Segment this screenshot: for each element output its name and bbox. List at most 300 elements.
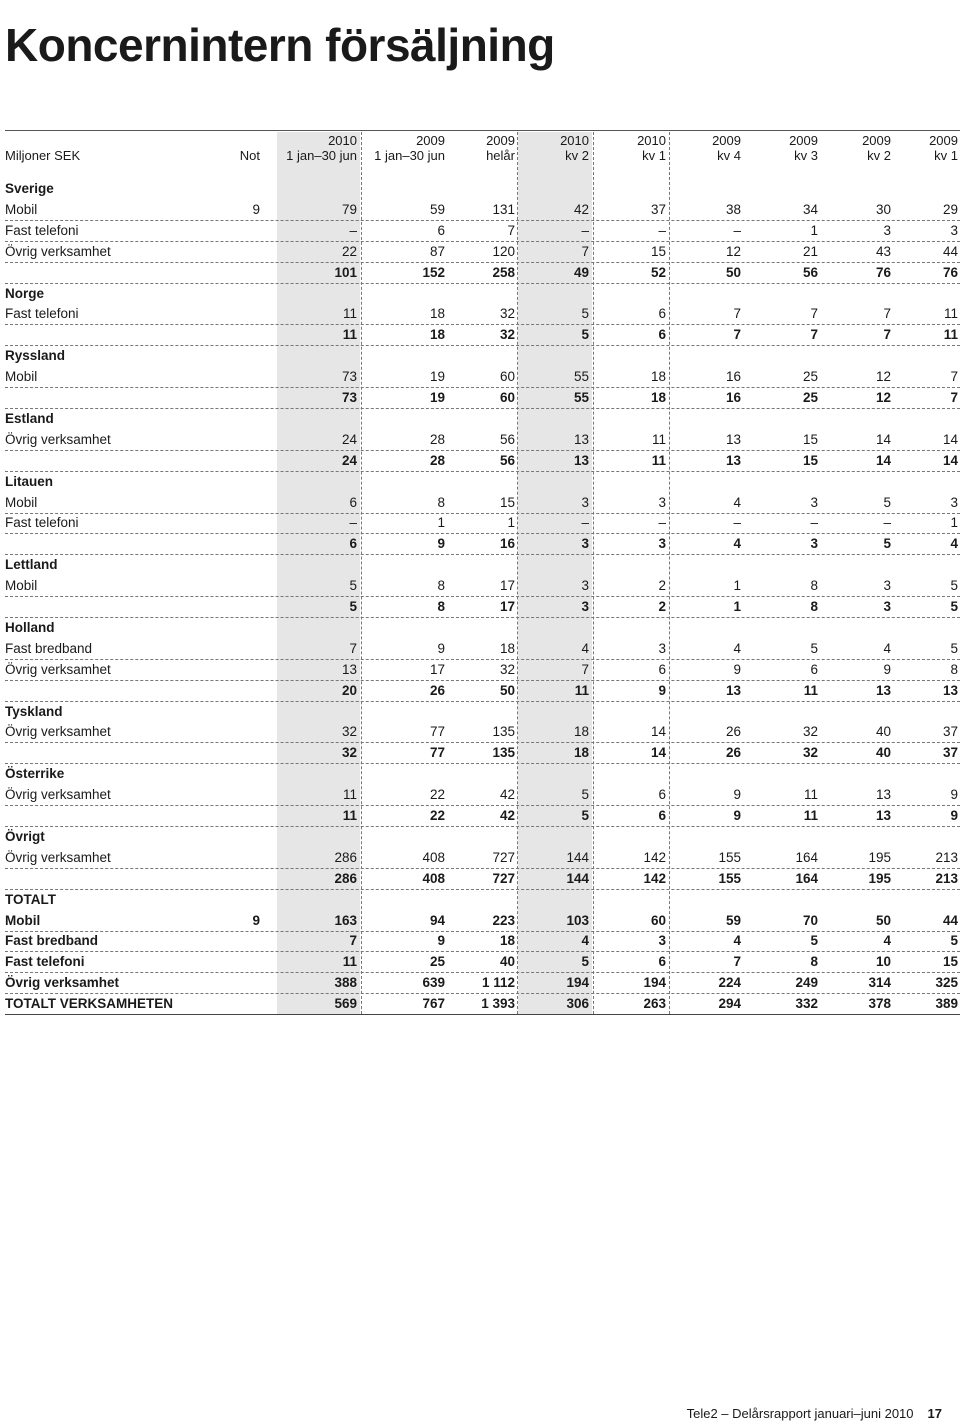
value-cell: 131 (492, 201, 515, 217)
value-cell: 55 (573, 390, 589, 405)
value-cell: – (658, 515, 666, 531)
column-header-period: kv 1 (934, 148, 958, 163)
value-cell: 3 (883, 599, 891, 614)
value-cell: 3 (810, 494, 818, 510)
value-cell: 1 (733, 599, 741, 614)
value-cell: 294 (718, 996, 741, 1012)
value-cell: 1 (507, 515, 515, 531)
value-cell: 13 (341, 661, 357, 677)
table-row (5, 492, 960, 514)
value-cell: 224 (718, 975, 741, 991)
value-cell: 26 (429, 682, 445, 698)
value-cell: 13 (725, 452, 741, 468)
value-cell: 7 (733, 306, 741, 322)
value-cell: 10 (875, 954, 891, 970)
value-cell: 5 (810, 640, 818, 656)
section-label: Lettland (5, 557, 58, 573)
value-cell: 18 (499, 640, 515, 656)
value-cell: 142 (643, 870, 666, 886)
row-label: Övrig verksamhet (5, 431, 111, 447)
value-cell: 13 (875, 787, 891, 803)
value-cell: 325 (935, 975, 958, 991)
value-cell: 18 (499, 933, 515, 949)
value-cell: 40 (875, 745, 891, 761)
value-cell: 7 (733, 954, 741, 970)
value-cell: 727 (492, 849, 515, 865)
page-number: 17 (927, 1406, 942, 1421)
value-cell: 44 (942, 243, 958, 259)
subtotal-row (5, 533, 960, 555)
table-row (5, 241, 960, 263)
row-label: Mobil (5, 494, 38, 510)
page-title: Koncernintern försäljning (5, 19, 555, 71)
value-cell: 77 (429, 745, 445, 761)
column-header-period: kv 1 (642, 148, 666, 163)
value-cell: 11 (803, 787, 818, 803)
value-cell: 8 (437, 494, 445, 510)
value-cell: 13 (573, 431, 589, 447)
column-header-year: 2009 (486, 133, 515, 148)
value-cell: 155 (718, 849, 741, 865)
value-cell: 7 (581, 243, 589, 259)
value-cell: 22 (429, 787, 445, 803)
value-cell: 18 (429, 306, 445, 322)
value-cell: 1 (437, 515, 445, 531)
row-label: Övrig verksamhet (5, 787, 111, 803)
value-cell: 16 (725, 390, 741, 405)
value-cell: 727 (492, 870, 515, 886)
value-cell: 5 (349, 578, 357, 594)
value-cell: 3 (658, 536, 666, 552)
column-header-year: 2010 (328, 133, 357, 148)
value-cell: 4 (733, 933, 741, 949)
section-label: Norge (5, 285, 45, 301)
value-cell: 7 (883, 327, 891, 343)
value-cell: 1 112 (481, 975, 515, 991)
value-cell: 14 (875, 431, 891, 447)
value-cell: 13 (725, 682, 741, 698)
section-label: TOTALT (5, 891, 56, 907)
subtotal-row (5, 596, 960, 618)
value-cell: 42 (573, 201, 589, 217)
value-cell: 6 (658, 954, 666, 970)
value-cell: 55 (573, 369, 589, 385)
value-cell: 194 (566, 975, 589, 991)
value-cell: 28 (429, 452, 445, 468)
value-cell: 306 (566, 996, 589, 1012)
column-header-period: kv 4 (717, 148, 741, 163)
subtotal-row (5, 450, 960, 472)
subtotal-row (5, 387, 960, 409)
value-cell: 12 (725, 243, 741, 259)
row-label: Mobil (5, 912, 41, 928)
value-cell: 14 (875, 452, 891, 468)
value-cell: 144 (566, 849, 589, 865)
value-cell: 6 (349, 536, 357, 552)
value-cell: 19 (429, 390, 445, 405)
value-cell: 13 (875, 682, 891, 698)
value-cell: 2 (658, 599, 666, 614)
section-label: Holland (5, 619, 55, 635)
column-header (257, 133, 357, 163)
value-cell: 194 (643, 975, 666, 991)
value-cell: 38 (725, 201, 741, 217)
value-cell: 9 (733, 808, 741, 823)
value-cell: 50 (875, 912, 891, 928)
value-cell: 19 (429, 369, 445, 385)
value-cell: 8 (810, 954, 818, 970)
value-cell: 18 (650, 390, 666, 405)
column-header-year: 2009 (789, 133, 818, 148)
value-cell: 4 (883, 933, 891, 949)
value-cell: 144 (566, 870, 589, 886)
value-cell: 7 (950, 390, 958, 405)
value-cell: 40 (875, 724, 891, 740)
column-header-year: 2009 (929, 133, 958, 148)
value-cell: 6 (810, 661, 818, 677)
total-row (5, 910, 960, 932)
table-top-rule (5, 130, 960, 131)
value-cell: 26 (725, 745, 741, 761)
value-cell: 5 (581, 954, 589, 970)
value-cell: 8 (437, 599, 445, 614)
value-cell: 5 (950, 599, 958, 614)
value-cell: 9 (950, 787, 958, 803)
value-cell: 8 (437, 578, 445, 594)
value-cell: 5 (950, 578, 958, 594)
column-header-not (220, 133, 260, 163)
value-cell: 32 (499, 661, 515, 677)
row-label: Övrig verksamhet (5, 661, 111, 677)
value-cell: 22 (341, 243, 357, 259)
value-cell: 32 (341, 724, 357, 740)
value-cell: 37 (942, 724, 958, 740)
value-cell: 18 (650, 369, 666, 385)
note-ref: 9 (252, 201, 260, 217)
value-cell: 22 (429, 808, 445, 823)
value-cell: 3 (581, 494, 589, 510)
value-cell: 32 (802, 724, 818, 740)
value-cell: 6 (658, 808, 666, 823)
value-cell: 5 (883, 494, 891, 510)
value-cell: 11 (943, 327, 958, 343)
row-label: Fast telefoni (5, 306, 79, 322)
value-cell: 42 (499, 787, 515, 803)
value-cell: 13 (725, 431, 741, 447)
value-cell: 6 (658, 327, 666, 343)
value-cell: 639 (422, 975, 445, 991)
value-cell: – (581, 515, 589, 531)
row-label: Mobil (5, 578, 38, 594)
value-cell: 4 (733, 536, 741, 552)
table-row (5, 575, 960, 597)
value-cell: 43 (875, 243, 891, 259)
table-row (5, 512, 960, 534)
column-header-year: 2010 (560, 133, 589, 148)
value-cell: 11 (342, 327, 357, 343)
note-ref: 9 (252, 912, 260, 928)
table-row (5, 721, 960, 743)
value-cell: 4 (883, 640, 891, 656)
value-cell: 49 (573, 264, 589, 280)
value-cell: 12 (875, 390, 891, 405)
section-label: Tyskland (5, 703, 63, 719)
value-cell: 15 (802, 452, 818, 468)
value-cell: 7 (507, 222, 515, 238)
value-cell: 11 (342, 306, 357, 322)
subtotal-row (5, 680, 960, 702)
value-cell: 37 (650, 201, 666, 217)
value-cell: 163 (334, 912, 357, 928)
section-label: Österrike (5, 766, 65, 782)
value-cell: – (658, 222, 666, 238)
table-row (5, 659, 960, 681)
value-cell: 388 (334, 975, 357, 991)
value-cell: 17 (429, 661, 445, 677)
value-cell: 11 (651, 452, 666, 468)
value-cell: 286 (334, 849, 357, 865)
section-header-row (5, 345, 960, 366)
section-header-row (5, 889, 960, 910)
value-cell: 56 (499, 431, 515, 447)
value-cell: 94 (429, 912, 445, 928)
table-header-row (5, 133, 960, 163)
section-header-row (5, 617, 960, 638)
total-row (5, 930, 960, 952)
column-header-unit (5, 133, 80, 163)
column-header-label: Miljoner SEK (5, 148, 81, 163)
section-header-row (5, 178, 960, 199)
subtotal-row (5, 262, 960, 284)
value-cell: – (733, 515, 741, 531)
value-cell: 24 (341, 452, 357, 468)
value-cell: 29 (942, 201, 958, 217)
value-cell: 8 (810, 599, 818, 614)
value-cell: 103 (566, 912, 589, 928)
value-cell: 76 (875, 264, 891, 280)
table-row (5, 638, 960, 660)
column-header-label: Not (239, 148, 260, 163)
value-cell: 11 (342, 808, 357, 823)
value-cell: 11 (651, 431, 666, 447)
section-header-row (5, 554, 960, 575)
value-cell: 50 (499, 682, 515, 698)
column-header-period: 1 jan–30 jun (286, 148, 357, 163)
value-cell: 32 (341, 745, 357, 761)
value-cell: 286 (334, 870, 357, 886)
value-cell: 17 (499, 599, 515, 614)
column-header-year: 2009 (416, 133, 445, 148)
value-cell: 11 (803, 682, 818, 698)
value-cell: 258 (492, 264, 515, 280)
subtotal-row (5, 805, 960, 827)
value-cell: 16 (725, 369, 741, 385)
value-cell: 52 (650, 264, 666, 280)
table-row (5, 366, 960, 388)
value-cell: 9 (733, 661, 741, 677)
value-cell: 152 (422, 264, 445, 280)
value-cell: 223 (492, 912, 515, 928)
column-header-period: kv 2 (867, 148, 891, 163)
value-cell: 7 (733, 327, 741, 343)
value-cell: 6 (349, 494, 357, 510)
value-cell: 408 (422, 870, 445, 886)
value-cell: 7 (349, 933, 357, 949)
value-cell: 5 (883, 536, 891, 552)
value-cell: 18 (429, 327, 445, 343)
value-cell: 3 (581, 599, 589, 614)
value-cell: 1 (950, 515, 958, 531)
row-label: Fast telefoni (5, 515, 79, 531)
total-row (5, 972, 960, 994)
value-cell: 767 (422, 996, 445, 1012)
value-cell: 164 (795, 849, 818, 865)
row-label: Övrig verksamhet (5, 724, 111, 740)
value-cell: – (810, 515, 818, 531)
value-cell: 8 (810, 578, 818, 594)
value-cell: 14 (942, 452, 958, 468)
value-cell: 11 (342, 787, 357, 803)
value-cell: 21 (802, 243, 818, 259)
value-cell: 408 (422, 849, 445, 865)
subtotal-row (5, 868, 960, 890)
value-cell: 11 (943, 306, 958, 322)
value-cell: 87 (429, 243, 445, 259)
value-cell: 5 (950, 933, 958, 949)
value-cell: 14 (942, 431, 958, 447)
value-cell: 332 (795, 996, 818, 1012)
value-cell: 77 (429, 724, 445, 740)
value-cell: 6 (437, 222, 445, 238)
value-cell: 4 (581, 640, 589, 656)
value-cell: 7 (810, 306, 818, 322)
column-header-period: kv 2 (565, 148, 589, 163)
value-cell: 3 (883, 578, 891, 594)
value-cell: 263 (643, 996, 666, 1012)
table-row (5, 784, 960, 806)
value-cell: 30 (875, 201, 891, 217)
value-cell: 60 (650, 912, 666, 928)
row-label: Fast bredband (5, 933, 99, 949)
section-header-row (5, 701, 960, 722)
value-cell: 73 (341, 369, 357, 385)
value-cell: 5 (581, 306, 589, 322)
value-cell: 9 (437, 536, 445, 552)
value-cell: 12 (875, 369, 891, 385)
value-cell: 135 (492, 745, 515, 761)
value-cell: 3 (581, 536, 589, 552)
row-label: Mobil (5, 369, 38, 385)
value-cell: 5 (950, 640, 958, 656)
page-footer (687, 1406, 942, 1421)
value-cell: 24 (341, 431, 357, 447)
value-cell: – (349, 515, 357, 531)
section-label: Övrigt (5, 828, 45, 844)
value-cell: 3 (658, 933, 666, 949)
value-cell: 15 (942, 954, 958, 970)
section-label: Litauen (5, 473, 54, 489)
value-cell: 16 (499, 536, 515, 552)
value-cell: – (883, 515, 891, 531)
value-cell: 17 (499, 578, 515, 594)
value-cell: 378 (868, 996, 891, 1012)
value-cell: 44 (942, 912, 958, 928)
section-label: Estland (5, 410, 54, 426)
value-cell: 1 (733, 578, 741, 594)
value-cell: 5 (581, 808, 589, 823)
section-label: Sverige (5, 181, 54, 196)
value-cell: 195 (868, 870, 891, 886)
value-cell: 4 (950, 536, 958, 552)
value-cell: 3 (950, 494, 958, 510)
value-cell: 11 (803, 808, 818, 823)
row-label: TOTALT VERKSAMHETEN (5, 996, 173, 1012)
value-cell: 314 (868, 975, 891, 991)
section-header-row (5, 408, 960, 429)
row-label: Övrig verksamhet (5, 243, 111, 259)
value-cell: 59 (429, 201, 445, 217)
total-row (5, 951, 960, 973)
value-cell: 6 (658, 306, 666, 322)
value-cell: 155 (718, 870, 741, 886)
value-cell: 7 (950, 369, 958, 385)
value-cell: 59 (725, 912, 741, 928)
value-cell: 9 (658, 682, 666, 698)
value-cell: 6 (658, 661, 666, 677)
value-cell: 5 (581, 327, 589, 343)
value-cell: 7 (883, 306, 891, 322)
value-cell: 164 (795, 870, 818, 886)
value-cell: 101 (334, 264, 357, 280)
value-cell: 15 (499, 494, 515, 510)
value-cell: 1 393 (481, 996, 515, 1012)
value-cell: 195 (868, 849, 891, 865)
value-cell: 56 (802, 264, 818, 280)
value-cell: 213 (935, 849, 958, 865)
value-cell: 5 (581, 787, 589, 803)
column-header-period: helår (486, 148, 515, 163)
value-cell: 73 (341, 390, 357, 405)
value-cell: 79 (341, 201, 357, 217)
value-cell: 249 (795, 975, 818, 991)
value-cell: 42 (499, 808, 515, 823)
value-cell: 4 (581, 933, 589, 949)
value-cell: 32 (802, 745, 818, 761)
section-header-row (5, 283, 960, 304)
subtotal-row (5, 742, 960, 764)
table-row (5, 199, 960, 221)
value-cell: 1 (810, 222, 818, 238)
value-cell: 7 (581, 661, 589, 677)
value-cell: 3 (658, 494, 666, 510)
value-cell: 9 (950, 808, 958, 823)
value-cell: 18 (573, 745, 589, 761)
value-cell: 15 (650, 243, 666, 259)
value-cell: 7 (349, 640, 357, 656)
value-cell: 3 (581, 578, 589, 594)
value-cell: 6 (658, 787, 666, 803)
row-label: Mobil (5, 201, 38, 217)
value-cell: 13 (875, 808, 891, 823)
column-header-period: 1 jan–30 jun (374, 148, 445, 163)
value-cell: 14 (650, 724, 666, 740)
value-cell: 5 (810, 933, 818, 949)
row-label: Fast bredband (5, 640, 93, 656)
table-row (5, 429, 960, 451)
value-cell: 14 (650, 745, 666, 761)
section-header-row (5, 763, 960, 784)
value-cell: 60 (499, 390, 515, 405)
